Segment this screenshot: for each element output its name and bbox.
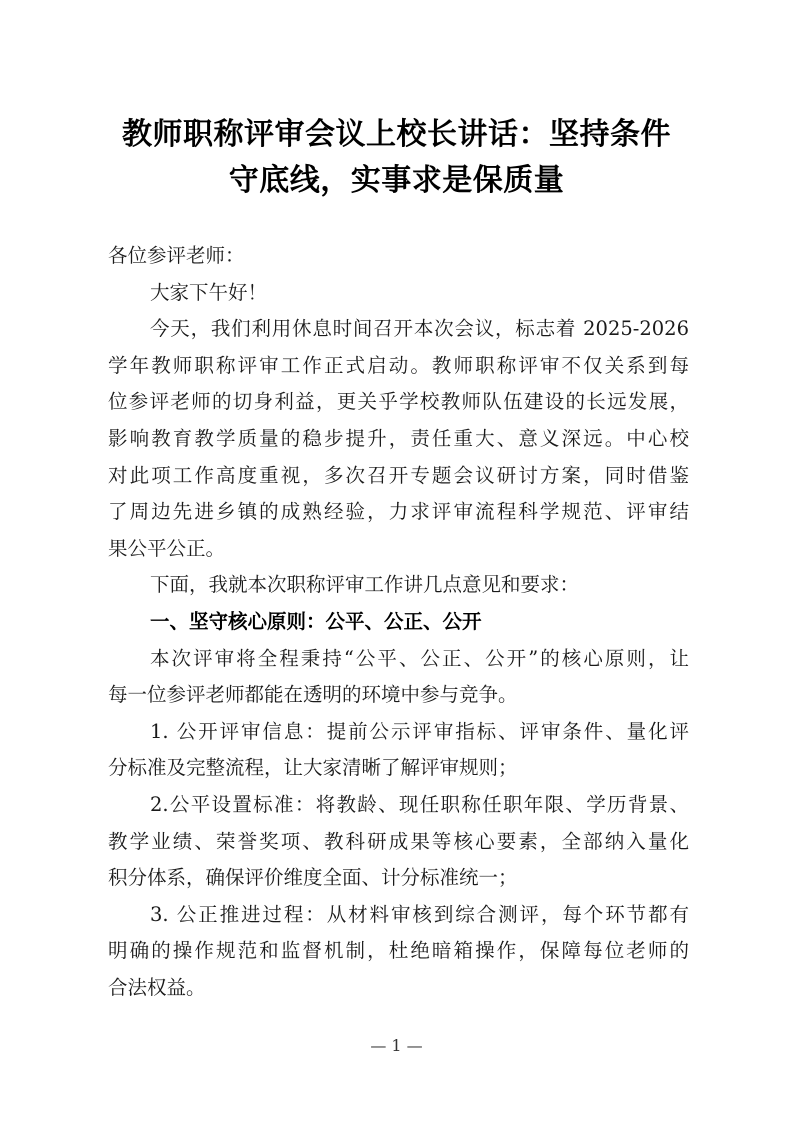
salutation: 各位参评老师：	[108, 244, 245, 267]
list-item-3	[108, 897, 689, 1007]
title-line-2: 守底线，实事求是保质量	[228, 163, 565, 198]
paragraph-transition	[108, 567, 689, 604]
paragraph-line: 下面，我就本次职称评审工作讲几点意见和要求：	[150, 573, 580, 597]
paragraph-line: 位​参​评​老​师​的​切​身​利​益​，​更​关​乎​学​校​教​师​队​伍​建​设​的​长​远​发​展​，	[108, 390, 689, 414]
paragraph-line: 本​次​评​审​将​全​程​秉​持​“​公​平​、​公​正​、​公​开​”​的​核​心​原​则​，​让	[150, 646, 689, 670]
paragraph-line: 分标准及完整流程，让大家清晰了解评审规则；	[108, 756, 518, 780]
paragraph-line: 3​.​ ​公​正​推​进​过​程​：​从​材​料​审​核​到​综​合​测​评​，​每​个​环​节​都​有	[150, 902, 689, 926]
paragraph-line: 影​响​教​育​教​学​质​量​的​稳​步​提​升​，​责​任​重​大​、​意​义​深​远​。​中​心​校	[108, 426, 689, 450]
section-1-intro	[108, 641, 689, 714]
paragraph-line: 果公平公正。	[108, 536, 226, 560]
paragraph-line: 每一位参评老师都能在透明的环境中参与竞争。	[108, 683, 518, 707]
section-heading-1: 一、坚守核心原则：公平、公正、公开	[150, 609, 482, 633]
page-number: — 1 —	[370, 1036, 423, 1055]
paragraph-line: 对​此​项​工​作​高​度​重​视​，​多​次​召​开​专​题​会​议​研​讨​方​案​，​同​时​借​鉴	[108, 463, 689, 487]
paragraph-intro	[108, 311, 689, 567]
paragraph-line: 合法权益。	[108, 975, 206, 999]
paragraph-line: 学​年​教​师​职​称​评​审​工​作​正​式​启​动​。​教​师​职​称​评​审​不​仅​关​系​到​每	[108, 353, 689, 377]
document-body	[108, 238, 689, 1006]
paragraph-line: 今​天​，​我​们​利​用​休​息​时​间​召​开​本​次​会​议​，​标​志​着​ ​2​0​2​5​-​2​0​2​6	[150, 317, 689, 341]
document-title	[100, 112, 693, 204]
paragraph-line: 明​确​的​操​作​规​范​和​监​督​机​制​，​杜​绝​暗​箱​操​作​，​保​障​每​位​老​师​的	[108, 939, 689, 963]
paragraph-line: 了​周​边​先​进​乡​镇​的​成​熟​经​验​，​力​求​评​审​流​程​科​学​规​范​、​评​审​结	[108, 500, 689, 524]
greeting: 大家下午好！	[150, 280, 268, 304]
list-item-1	[108, 714, 689, 787]
paragraph-line: 1​.​ ​公​开​评​审​信​息​：​提​前​公​示​评​审​指​标​、​评​审​条​件​、​量​化​评	[150, 719, 689, 743]
paragraph-line: 教​学​业​绩​、​荣​誉​奖​项​、​教​科​研​成​果​等​核​心​要​素​，​全​部​纳​入​量​化	[108, 829, 689, 853]
paragraph-line: 积分体系，确保评价维度全面、计分标准统一；	[108, 866, 518, 890]
title-line-1: 教师职称评审会议上校长讲话：坚持条件	[122, 117, 671, 152]
list-item-2	[108, 787, 689, 897]
paragraph-line: 2​.​公​平​设​置​标​准​：​将​教​龄​、​现​任​职​称​任​职​年​限​、​学​历​背​景​、	[150, 792, 689, 816]
